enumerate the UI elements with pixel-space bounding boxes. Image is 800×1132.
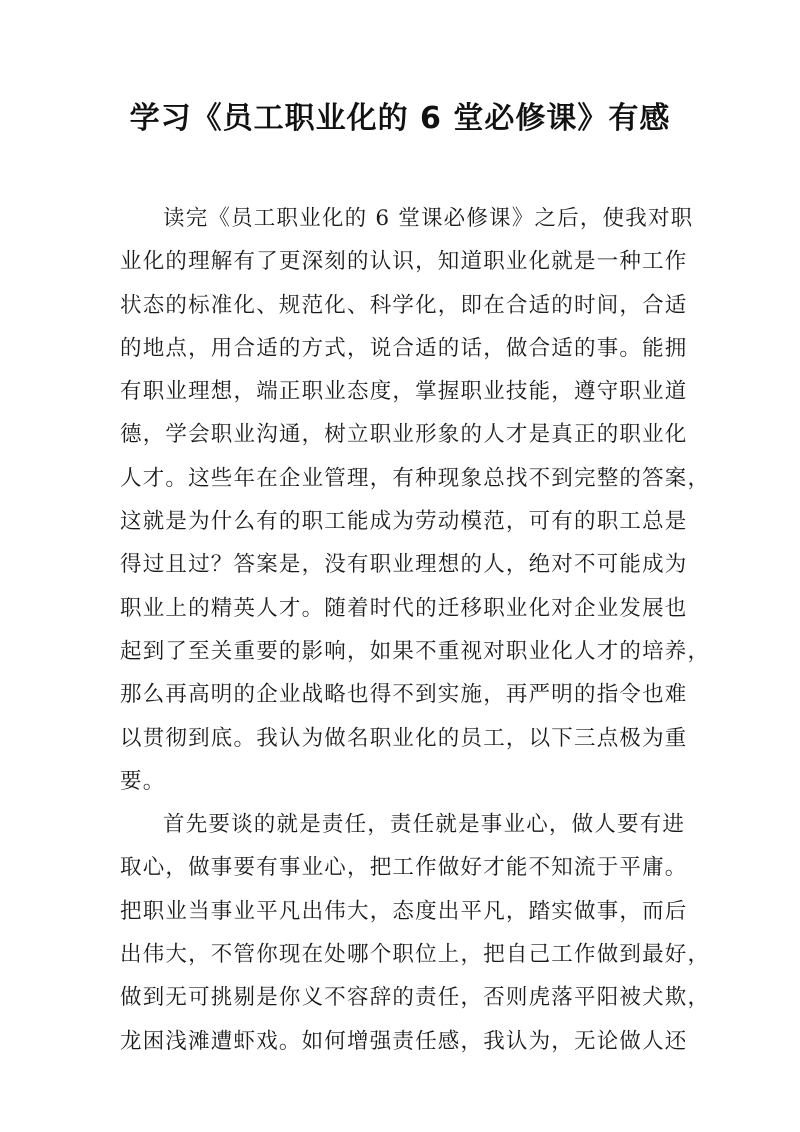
text-line: 的地点，用合适的方式，说合适的话，做合适的事。能拥 xyxy=(120,335,688,361)
paragraph-2 xyxy=(120,803,711,1063)
text-line: 这就是为什么有的职工能成为劳动模范，可有的职工总是 xyxy=(120,509,688,535)
text-line: 做到无可挑剔是你义不容辞的责任，否则虎落平阳被犬欺， xyxy=(120,985,711,1011)
text-line: 龙困浅滩遭虾戏。如何增强责任感，我认为，无论做人还 xyxy=(120,1028,688,1054)
document-body xyxy=(120,197,711,1063)
text-line: 把职业当事业平凡出伟大，态度出平凡，踏实做事，而后 xyxy=(120,898,688,924)
text-line: 以贯彻到底。我认为做名职业化的员工，以下三点极为重 xyxy=(120,725,688,751)
text-line: 出伟大，不管你现在处哪个职位上，把自己工作做到最好， xyxy=(120,942,711,968)
text-line: 得过且过？答案是，没有职业理想的人，绝对不可能成为 xyxy=(120,552,688,578)
paragraph-1 xyxy=(120,197,711,803)
text-line: 起到了至关重要的影响，如果不重视对职业化人才的培养， xyxy=(120,638,711,664)
text-line: 状态的标准化、规范化、科学化，即在合适的时间，合适 xyxy=(120,292,688,318)
document-title: 学习《员工职业化的 6 堂必修课》有感 xyxy=(129,101,671,136)
text-line: 有职业理想，端正职业态度，掌握职业技能，遵守职业道 xyxy=(120,379,688,405)
text-line: 读完《员工职业化的 6 堂课必修课》之后，使我对职 xyxy=(163,206,694,231)
text-line: 业化的理解有了更深刻的认识，知道职业化就是一种工作 xyxy=(120,249,688,275)
text-line: 德，学会职业沟通，树立职业形象的人才是真正的职业化 xyxy=(120,422,688,448)
text-line: 职业上的精英人才。随着时代的迁移职业化对企业发展也 xyxy=(120,595,688,621)
text-line: 取心，做事要有事业心，把工作做好才能不知流于平庸。 xyxy=(120,855,688,881)
text-line: 首先要谈的就是责任，责任就是事业心，做人要有进 xyxy=(163,812,686,838)
text-line: 那么再高明的企业战略也得不到实施，再严明的指令也难 xyxy=(120,682,688,708)
text-line: 人才。这些年在企业管理，有种现象总找不到完整的答案， xyxy=(120,465,711,491)
text-line: 要。 xyxy=(120,768,166,794)
